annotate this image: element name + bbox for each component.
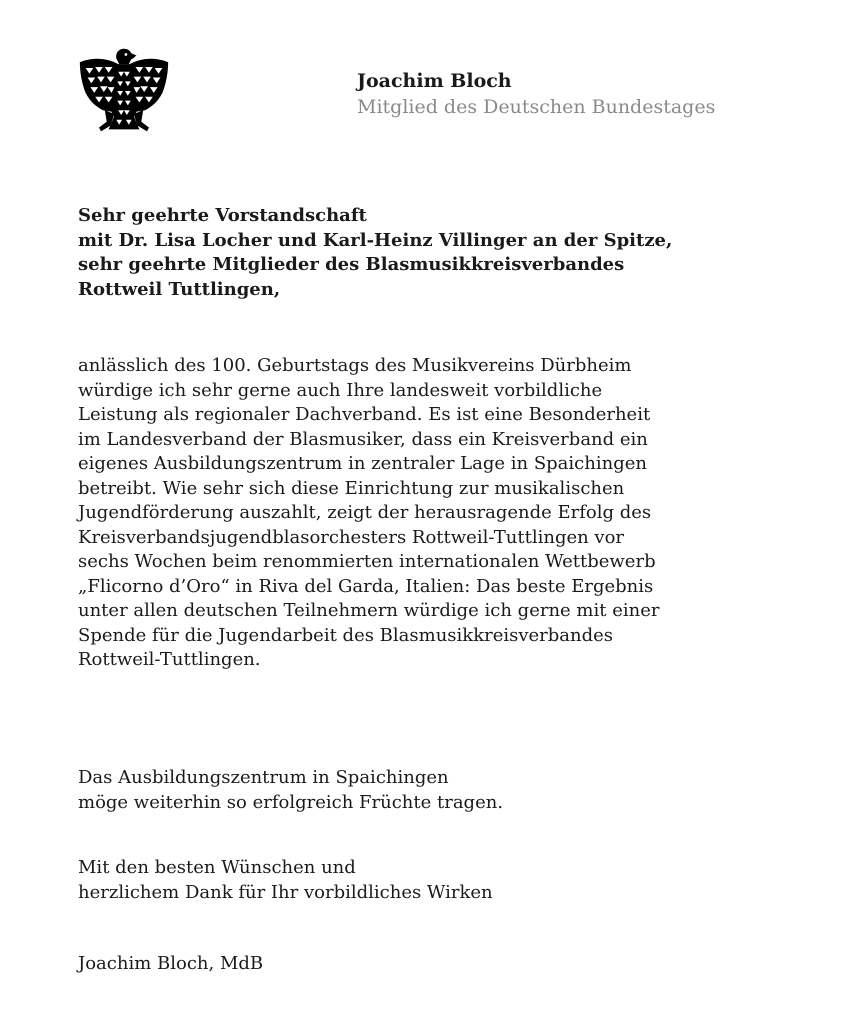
salutation-line: Sehr geehrte Vorstandschaft bbox=[78, 205, 367, 226]
body-line: Leistung als regionaler Dachverband. Es ist eine Besonderheit bbox=[78, 404, 651, 425]
body-line: unter allen deutschen Teilnehmern würdige ich gerne mit einer bbox=[78, 600, 660, 621]
body-line: herzlichem Dank für Ihr vorbildliches Wirken bbox=[78, 881, 493, 903]
body-line: betreibt. Wie sehr sich diese Einrichtung zur musikalischen bbox=[78, 477, 625, 499]
body-paragraph-1 bbox=[78, 354, 659, 673]
body-line: Das Ausbildungszentrum in Spaichingen bbox=[78, 767, 449, 788]
bundestag-eagle-icon bbox=[76, 42, 172, 140]
salutation-line: mit Dr. Lisa Locher und Karl-Heinz Villinger an der Spitze, bbox=[78, 229, 673, 251]
body-line: Spende für die Jugendarbeit des Blasmusikkreisverbandes bbox=[78, 624, 614, 646]
signature: Joachim Bloch, MdB bbox=[78, 953, 264, 974]
salutation-line: sehr geehrte Mitglieder des Blasmusikkreisverbandes bbox=[78, 254, 625, 275]
body-line: Kreisverbandsjugendblasorchesters Rottweil-Tuttlingen vor bbox=[78, 526, 625, 548]
letterhead bbox=[357, 68, 715, 120]
body-paragraph-2 bbox=[78, 766, 503, 815]
sender-name: Joachim Bloch bbox=[357, 70, 512, 92]
body-line: möge weiterhin so erfolgreich Früchte tragen. bbox=[78, 791, 504, 813]
closing-paragraph bbox=[78, 856, 493, 905]
body-line: Rottweil-Tuttlingen. bbox=[78, 649, 261, 670]
body-line: „Flicorno d’Oro“ in Riva del Garda, Italien: Das beste Ergebnis bbox=[78, 575, 654, 597]
body-line: im Landesverband der Blasmusiker, dass ein Kreisverband ein bbox=[78, 428, 648, 450]
body-line: Jugendförderung auszahlt, zeigt der herausragende Erfolg des bbox=[78, 502, 652, 523]
salutation-line: Rottweil Tuttlingen, bbox=[78, 278, 281, 300]
body-line: würdige ich sehr gerne auch Ihre landesweit vorbildliche bbox=[78, 379, 603, 401]
body-line: eigenes Ausbildungszentrum in zentraler Lage in Spaichingen bbox=[78, 453, 647, 474]
body-line: anlässlich des 100. Geburtstags des Musikvereins Dürbheim bbox=[78, 355, 632, 376]
body-line: Mit den besten Wünschen und bbox=[78, 857, 356, 878]
body-line: sechs Wochen beim renommierten internationalen Wettbewerb bbox=[78, 551, 656, 572]
sender-role: Mitglied des Deutschen Bundestages bbox=[357, 96, 716, 118]
salutation bbox=[78, 204, 672, 302]
